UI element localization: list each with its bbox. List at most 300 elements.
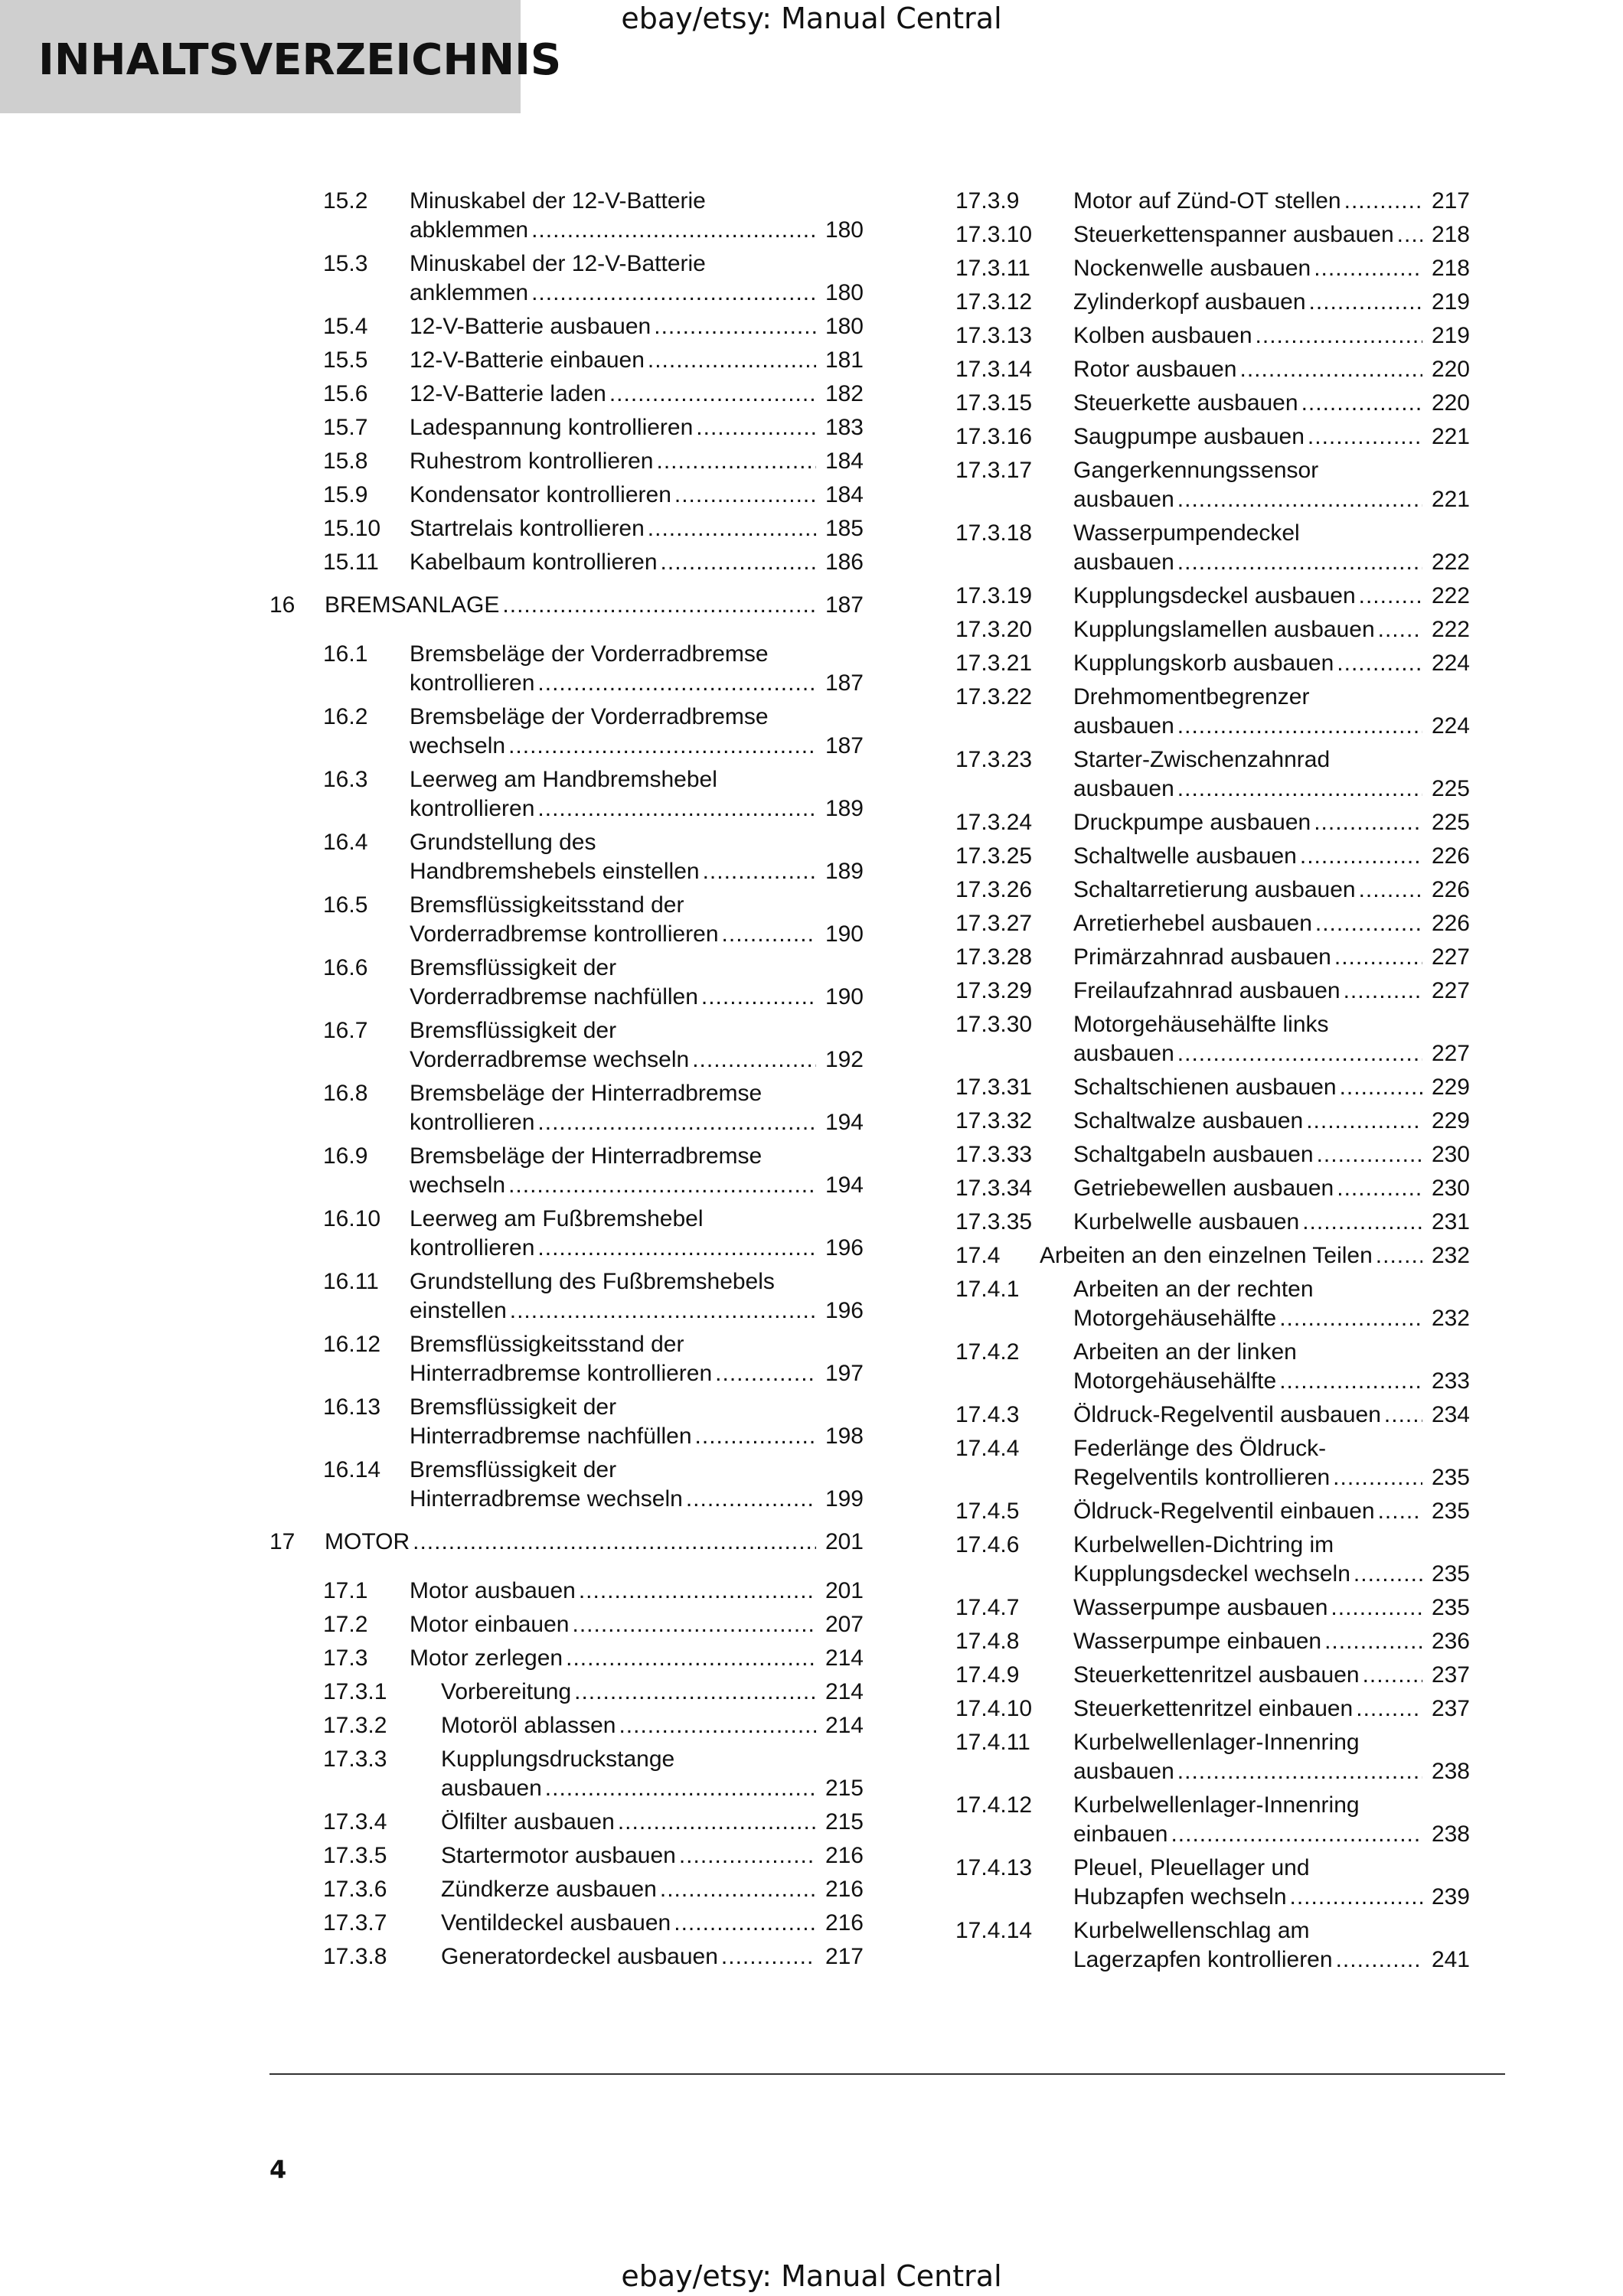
toc-page-number: 236 <box>1431 1629 1470 1654</box>
toc-entry-title: kontrollieren <box>410 670 535 696</box>
toc-page-number: 227 <box>1431 944 1470 970</box>
toc-entry-title: Startrelais kontrollieren <box>410 516 645 541</box>
toc-entry[interactable] <box>955 582 1470 611</box>
toc-entry-number: 15.7 <box>323 415 368 440</box>
toc-entry[interactable] <box>269 1808 864 1837</box>
toc-entry-title: Schaltwelle ausbauen <box>1073 843 1297 869</box>
toc-entry-title: Bremsbeläge der Hinterradbremse <box>410 1143 763 1169</box>
dot-leader <box>531 279 816 308</box>
toc-entry[interactable] <box>955 649 1470 678</box>
toc-page-number: 186 <box>825 550 864 575</box>
dot-leader <box>1344 187 1422 216</box>
toc-entry-number: 17.3.13 <box>955 323 1033 348</box>
toc-entry-number: 16.12 <box>323 1332 381 1357</box>
toc-entry[interactable] <box>269 891 864 949</box>
toc-entry-title: Kurbelwelle ausbauen <box>1073 1209 1300 1234</box>
toc-entry[interactable] <box>955 909 1470 938</box>
dot-leader <box>1300 842 1422 871</box>
dot-leader <box>413 1528 816 1557</box>
toc-page-number: 181 <box>825 347 864 373</box>
toc-entry-title: Schaltgabeln ausbauen <box>1073 1142 1314 1167</box>
toc-page-number: 199 <box>825 1486 864 1512</box>
toc-entry[interactable] <box>955 254 1470 283</box>
toc-page-number: 201 <box>825 1529 864 1554</box>
toc-page-number: 220 <box>1431 357 1470 382</box>
toc-entry-title: Kupplungskorb ausbauen <box>1073 651 1334 676</box>
toc-entry-number: 17.4.3 <box>955 1402 1020 1427</box>
toc-entry-number: 15.3 <box>323 251 368 276</box>
toc-page-number: 214 <box>825 1645 864 1671</box>
toc-entry-number: 17.3.28 <box>955 944 1033 970</box>
toc-entry-title: Primärzahnrad ausbauen <box>1073 944 1331 970</box>
toc-entry-number: 17.3.2 <box>323 1713 387 1738</box>
toc-page-number: 187 <box>825 592 864 618</box>
dot-leader <box>537 1234 816 1263</box>
toc-page-number: 217 <box>1431 188 1470 214</box>
toc-entry[interactable] <box>955 1241 1470 1270</box>
toc-entry-number: 17.3.12 <box>955 289 1033 315</box>
toc-entry[interactable] <box>269 1711 864 1740</box>
toc-entry-number: 16.4 <box>323 830 368 855</box>
toc-page-number: 194 <box>825 1172 864 1198</box>
dot-leader <box>1334 943 1422 972</box>
toc-entry[interactable] <box>955 977 1470 1006</box>
toc-page-number: 239 <box>1431 1884 1470 1910</box>
toc-entry-title: kontrollieren <box>410 1235 535 1261</box>
dot-leader <box>661 548 816 577</box>
toc-entry-title: Schaltarretierung ausbauen <box>1073 877 1356 902</box>
dot-leader <box>508 732 816 761</box>
toc-entry-title: Arretierhebel ausbauen <box>1073 911 1312 936</box>
toc-entry-title: ausbauen <box>1073 550 1174 575</box>
toc-entry-number: 17.3.27 <box>955 911 1033 936</box>
dot-leader <box>1331 1593 1422 1623</box>
toc-entry[interactable] <box>269 828 864 886</box>
toc-entry[interactable] <box>955 1208 1470 1237</box>
toc-entry[interactable] <box>955 1916 1470 1975</box>
toc-entry[interactable] <box>955 422 1470 452</box>
toc-page-number: 189 <box>825 796 864 821</box>
toc-entry-title: Drehmomentbegrenzer <box>1073 684 1310 709</box>
toc-page-number: 232 <box>1431 1306 1470 1331</box>
toc-entry-number: 17.4.11 <box>955 1730 1030 1755</box>
dot-leader <box>537 1108 816 1137</box>
toc-page-number: 219 <box>1431 323 1470 348</box>
toc-entry-title: Leerweg am Fußbremshebel <box>410 1206 704 1231</box>
toc-page-number: 192 <box>825 1047 864 1072</box>
toc-entry[interactable] <box>955 355 1470 384</box>
toc-entry-number: 17.4.7 <box>955 1595 1020 1620</box>
toc-entry-title: Motor ausbauen <box>410 1578 576 1603</box>
toc-entry-number: 17.3 <box>323 1645 368 1671</box>
toc-page-number: 224 <box>1431 713 1470 739</box>
toc-entry[interactable] <box>955 1531 1470 1589</box>
toc-entry-number: 15.6 <box>323 381 368 406</box>
toc-column-left <box>269 187 864 1976</box>
toc-entry-title: Regelventils kontrollieren <box>1073 1465 1331 1490</box>
toc-entry-title: abklemmen <box>410 217 529 243</box>
toc-entry-title: Minuskabel der 12-V-Batterie <box>410 251 706 276</box>
dot-leader <box>510 1296 816 1326</box>
toc-page-number: 180 <box>825 314 864 339</box>
toc-entry-title: Motoröl ablassen <box>441 1713 616 1738</box>
dot-leader <box>531 216 816 245</box>
toc-page-number: 227 <box>1431 978 1470 1003</box>
dot-leader <box>502 591 816 620</box>
dot-leader <box>1359 876 1422 905</box>
toc-entry[interactable] <box>955 876 1470 905</box>
toc-entry[interactable] <box>955 1661 1470 1690</box>
toc-entry-title: einbauen <box>1073 1821 1168 1847</box>
toc-entry[interactable] <box>955 1010 1470 1068</box>
toc-entry-title: Motorgehäusehälfte <box>1073 1368 1277 1394</box>
toc-page-number: 225 <box>1431 810 1470 835</box>
toc-entry-title: Wasserpumpe ausbauen <box>1073 1595 1328 1620</box>
toc-entry[interactable] <box>955 456 1470 514</box>
toc-entry-title: Kurbelwellenschlag am <box>1073 1918 1310 1943</box>
toc-entry-number: 17.3.26 <box>955 877 1033 902</box>
toc-entry-number: 17.3.1 <box>323 1679 387 1704</box>
toc-entry[interactable] <box>269 249 864 308</box>
dot-leader <box>674 1909 816 1938</box>
dot-leader <box>1384 1401 1422 1430</box>
toc-entry-number: 17.2 <box>323 1612 368 1637</box>
toc-entry[interactable] <box>269 954 864 1012</box>
toc-page-number: 189 <box>825 859 864 884</box>
toc-page-number: 237 <box>1431 1696 1470 1721</box>
toc-entry[interactable] <box>955 1593 1470 1623</box>
toc-chapter-entry[interactable] <box>269 1528 864 1557</box>
toc-entry-number: 17.1 <box>323 1578 368 1603</box>
toc-entry-title: Kurbelwellenlager-Innenring <box>1073 1792 1360 1818</box>
toc-page-number: 238 <box>1431 1821 1470 1847</box>
toc-page-number: 231 <box>1431 1209 1470 1234</box>
dot-leader <box>1309 288 1422 317</box>
toc-page-number: 215 <box>825 1776 864 1801</box>
toc-entry[interactable] <box>269 548 864 577</box>
toc-page-number: 197 <box>825 1361 864 1386</box>
toc-entry-number: 17.3.20 <box>955 617 1033 642</box>
toc-page-number: 219 <box>1431 289 1470 315</box>
toc-page-number: 226 <box>1431 911 1470 936</box>
dot-leader <box>1306 1107 1422 1136</box>
toc-entry-title: 12-V-Batterie laden <box>410 381 606 406</box>
dot-leader <box>574 1678 816 1707</box>
toc-entry-title: Motor zerlegen <box>410 1645 563 1671</box>
dot-leader <box>1177 548 1422 577</box>
toc-entry-title: Steuerkettenritzel einbauen <box>1073 1696 1354 1721</box>
dot-leader <box>1317 1140 1422 1169</box>
dot-leader <box>1177 712 1422 741</box>
toc-entry[interactable] <box>269 1456 864 1514</box>
toc-entry[interactable] <box>269 1079 864 1137</box>
toc-entry[interactable] <box>955 1338 1470 1396</box>
dot-leader <box>1308 422 1422 452</box>
toc-entry-title: Handbremshebels einstellen <box>410 859 700 884</box>
dot-leader <box>648 514 816 543</box>
toc-entry-title: Vorderradbremse kontrollieren <box>410 921 719 947</box>
toc-entry-number: 16.5 <box>323 892 368 918</box>
toc-entry[interactable] <box>955 745 1470 804</box>
toc-entry[interactable] <box>269 1142 864 1200</box>
toc-entry-title: Bremsbeläge der Hinterradbremse <box>410 1081 763 1106</box>
dot-leader <box>1302 1208 1422 1237</box>
toc-page-number: 216 <box>825 1843 864 1868</box>
toc-entry[interactable] <box>955 1107 1470 1136</box>
toc-entry-number: 16.9 <box>323 1143 368 1169</box>
toc-entry-title: Generatordeckel ausbauen <box>441 1944 718 1969</box>
toc-entry[interactable] <box>269 1644 864 1673</box>
toc-entry-number: 17.3.10 <box>955 222 1033 247</box>
toc-entry-title: Motor auf Zünd-OT stellen <box>1073 188 1341 214</box>
toc-entry-title: Grundstellung des <box>410 830 596 855</box>
toc-entry[interactable] <box>269 1875 864 1904</box>
toc-entry[interactable] <box>269 1330 864 1388</box>
toc-entry-title: ausbauen <box>1073 1041 1174 1066</box>
toc-entry-number: 17.3.14 <box>955 357 1033 382</box>
toc-entry-title: Bremsbeläge der Vorderradbremse <box>410 641 769 667</box>
toc-entry-number: 15.11 <box>323 550 379 575</box>
toc-entry-title: Freilaufzahnrad ausbauen <box>1073 978 1341 1003</box>
dot-leader <box>1376 1241 1422 1270</box>
dot-leader <box>1359 582 1422 611</box>
toc-entry-number: 17.3.7 <box>323 1910 387 1936</box>
toc-entry-number: 17.4.10 <box>955 1696 1033 1721</box>
toc-entry[interactable] <box>269 380 864 409</box>
toc-page-number: 187 <box>825 733 864 758</box>
dot-leader <box>619 1711 816 1740</box>
toc-entry-number: 17.3.29 <box>955 978 1033 1003</box>
dot-leader <box>609 380 816 409</box>
toc-page-number: 180 <box>825 280 864 305</box>
dot-leader <box>654 312 816 341</box>
toc-entry-title: Kondensator kontrollieren <box>410 482 671 507</box>
toc-entry-number: 16 <box>269 592 296 618</box>
toc-entry[interactable] <box>955 288 1470 317</box>
toc-entry-number: 17.3.3 <box>323 1746 387 1772</box>
toc-entry-title: Kupplungsdeckel wechseln <box>1073 1561 1350 1587</box>
toc-entry[interactable] <box>955 1401 1470 1430</box>
toc-entry[interactable] <box>955 187 1470 216</box>
toc-entry-number: 15.5 <box>323 347 368 373</box>
toc-entry-number: 17.3.21 <box>955 651 1033 676</box>
toc-page-number: 233 <box>1431 1368 1470 1394</box>
toc-page-number: 232 <box>1431 1243 1470 1268</box>
toc-entry-title: Motorgehäusehälfte <box>1073 1306 1277 1331</box>
toc-entry-title: Kupplungslamellen ausbauen <box>1073 617 1375 642</box>
toc-entry-title: Steuerkette ausbauen <box>1073 390 1298 416</box>
toc-entry[interactable] <box>955 1174 1470 1203</box>
toc-page-number: 215 <box>825 1809 864 1835</box>
toc-entry-title: Ölfilter ausbauen <box>441 1809 615 1835</box>
toc-entry-title: wechseln <box>410 1172 506 1198</box>
toc-entry-number: 16.7 <box>323 1018 368 1043</box>
toc-page-number: 184 <box>825 448 864 474</box>
toc-page-number: 207 <box>825 1612 864 1637</box>
toc-page-number: 222 <box>1431 550 1470 575</box>
dot-leader <box>618 1808 816 1837</box>
toc-entry-number: 17.4.13 <box>955 1855 1033 1880</box>
toc-entry[interactable] <box>269 1610 864 1639</box>
dot-leader <box>537 794 816 823</box>
toc-entry[interactable] <box>955 808 1470 837</box>
toc-entry-number: 17.3.23 <box>955 747 1033 772</box>
dot-leader <box>579 1577 816 1606</box>
toc-entry[interactable] <box>955 1694 1470 1724</box>
toc-entry[interactable] <box>955 389 1470 418</box>
toc-page-number: 230 <box>1431 1176 1470 1201</box>
toc-entry-title: Druckpumpe ausbauen <box>1073 810 1311 835</box>
watermark-bottom: ebay/etsy: Manual Central <box>621 2259 1002 2293</box>
toc-entry[interactable] <box>269 514 864 543</box>
toc-entry-title: Steuerkettenritzel ausbauen <box>1073 1662 1360 1688</box>
dot-leader <box>572 1610 816 1639</box>
toc-entry[interactable] <box>269 703 864 761</box>
toc-entry[interactable] <box>955 1140 1470 1169</box>
toc-entry-title: ausbauen <box>1073 776 1174 801</box>
toc-entry-number: 17.4 <box>955 1243 1001 1268</box>
toc-entry[interactable] <box>955 1728 1470 1786</box>
toc-entry-title: Bremsflüssigkeit der <box>410 955 617 980</box>
dot-leader <box>1279 1304 1422 1333</box>
dot-leader <box>1354 1560 1422 1589</box>
toc-page-number: 190 <box>825 984 864 1009</box>
toc-entry-number: 16.3 <box>323 767 368 792</box>
dot-leader <box>686 1485 816 1514</box>
toc-page-number: 229 <box>1431 1108 1470 1133</box>
toc-entry-title: Bremsflüssigkeit der <box>410 1394 617 1420</box>
toc-chapter-entry[interactable] <box>269 591 864 620</box>
toc-entry[interactable] <box>269 1577 864 1606</box>
toc-entry-number: 15.8 <box>323 448 368 474</box>
toc-entry[interactable] <box>269 187 864 245</box>
toc-entry[interactable] <box>955 519 1470 577</box>
toc-entry-title: Ladespannung kontrollieren <box>410 415 694 440</box>
toc-entry-number: 16.2 <box>323 704 368 729</box>
toc-entry[interactable] <box>955 1434 1470 1492</box>
toc-page-number: 220 <box>1431 390 1470 416</box>
toc-entry[interactable] <box>955 943 1470 972</box>
toc-entry-number: 16.14 <box>323 1457 381 1482</box>
toc-entry[interactable] <box>955 683 1470 741</box>
toc-entry-number: 15.4 <box>323 314 368 339</box>
toc-entry[interactable] <box>955 1627 1470 1656</box>
toc-entry-title: Kurbelwellen-Dichtring im <box>1073 1532 1334 1557</box>
toc-entry[interactable] <box>269 312 864 341</box>
toc-entry-title: Kupplungsdruckstange <box>441 1746 675 1772</box>
toc-entry[interactable] <box>269 1678 864 1707</box>
dot-leader <box>1279 1367 1422 1396</box>
toc-entry-number: 17.3.15 <box>955 390 1033 416</box>
dot-leader <box>1240 355 1423 384</box>
toc-entry-title: Starter-Zwischenzahnrad <box>1073 747 1331 772</box>
toc-entry-title: Bremsflüssigkeit der <box>410 1457 617 1482</box>
toc-entry[interactable] <box>269 1016 864 1075</box>
toc-entry-title: Schaltschienen ausbauen <box>1073 1075 1337 1100</box>
dot-leader <box>1256 321 1422 351</box>
toc-entry[interactable] <box>955 1497 1470 1526</box>
toc-entry[interactable] <box>955 1073 1470 1102</box>
toc-entry-title: Federlänge des Öldruck- <box>1073 1436 1327 1461</box>
toc-entry-title: Kabelbaum kontrollieren <box>410 550 658 575</box>
toc-entry-title: Bremsflüssigkeitsstand der <box>410 1332 684 1357</box>
toc-entry[interactable] <box>955 321 1470 351</box>
toc-entry-number: 17.3.25 <box>955 843 1033 869</box>
toc-entry[interactable] <box>955 1275 1470 1333</box>
toc-entry-title: Hinterradbremse kontrollieren <box>410 1361 713 1386</box>
toc-entry-number: 17.3.19 <box>955 583 1033 608</box>
toc-entry-number: 15.10 <box>323 516 381 541</box>
dot-leader <box>1356 1694 1422 1724</box>
toc-entry[interactable] <box>955 842 1470 871</box>
dot-leader <box>660 1875 816 1904</box>
toc-entry[interactable] <box>955 615 1470 644</box>
toc-entry[interactable] <box>269 1909 864 1938</box>
toc-entry-number: 17.3.34 <box>955 1176 1033 1201</box>
toc-entry[interactable] <box>269 1205 864 1263</box>
toc-entry[interactable] <box>269 1841 864 1870</box>
toc-entry-title: Lagerzapfen kontrollieren <box>1073 1947 1333 1972</box>
toc-entry-title: Hinterradbremse wechseln <box>410 1486 683 1512</box>
toc-entry-number: 17.4.14 <box>955 1918 1033 1943</box>
toc-entry[interactable] <box>269 1393 864 1451</box>
dot-leader <box>1344 977 1422 1006</box>
toc-entry-title: Zylinderkopf ausbauen <box>1073 289 1306 315</box>
dot-leader <box>1333 1463 1422 1492</box>
toc-page-number: 187 <box>825 670 864 696</box>
toc-entry[interactable] <box>269 346 864 375</box>
toc-entry[interactable] <box>269 1267 864 1326</box>
toc-entry-title: Motor einbauen <box>410 1612 570 1637</box>
toc-entry-number: 17.3.33 <box>955 1142 1033 1167</box>
toc-entry[interactable] <box>269 765 864 823</box>
toc-entry-title: Schaltwalze ausbauen <box>1073 1108 1304 1133</box>
toc-entry-title: Wasserpumpe einbauen <box>1073 1629 1322 1654</box>
toc-entry[interactable] <box>269 413 864 442</box>
toc-entry-number: 17.3.5 <box>323 1843 387 1868</box>
toc-entry[interactable] <box>269 1942 864 1971</box>
toc-entry[interactable] <box>269 447 864 476</box>
toc-entry[interactable] <box>955 1854 1470 1912</box>
toc-entry-title: wechseln <box>410 733 506 758</box>
toc-entry-number: 17.4.8 <box>955 1629 1020 1654</box>
toc-entry-number: 17.3.18 <box>955 520 1033 546</box>
dot-leader <box>696 413 816 442</box>
toc-entry-number: 17.3.8 <box>323 1944 387 1969</box>
toc-entry[interactable] <box>955 220 1470 249</box>
toc-entry[interactable] <box>269 481 864 510</box>
toc-page-number: 216 <box>825 1910 864 1936</box>
dot-leader <box>703 857 816 886</box>
toc-page-number: 180 <box>825 217 864 243</box>
toc-entry[interactable] <box>955 1791 1470 1849</box>
dot-leader <box>701 983 816 1012</box>
toc-entry[interactable] <box>269 1745 864 1803</box>
toc-entry-title: anklemmen <box>410 280 529 305</box>
toc-entry-title: einstellen <box>410 1298 507 1323</box>
toc-entry-number: 17.3.9 <box>955 188 1020 214</box>
toc-entry-title: Arbeiten an den einzelnen Teilen <box>1040 1243 1373 1268</box>
dot-leader <box>1177 775 1422 804</box>
toc-entry-title: 12-V-Batterie einbauen <box>410 347 645 373</box>
toc-entry-title: kontrollieren <box>410 796 535 821</box>
dot-leader <box>674 481 816 510</box>
toc-entry-number: 17.4.6 <box>955 1532 1020 1557</box>
toc-entry[interactable] <box>269 640 864 698</box>
toc-page-number: 183 <box>825 415 864 440</box>
toc-entry-number: 16.8 <box>323 1081 368 1106</box>
toc-entry-number: 17.3.31 <box>955 1075 1033 1100</box>
